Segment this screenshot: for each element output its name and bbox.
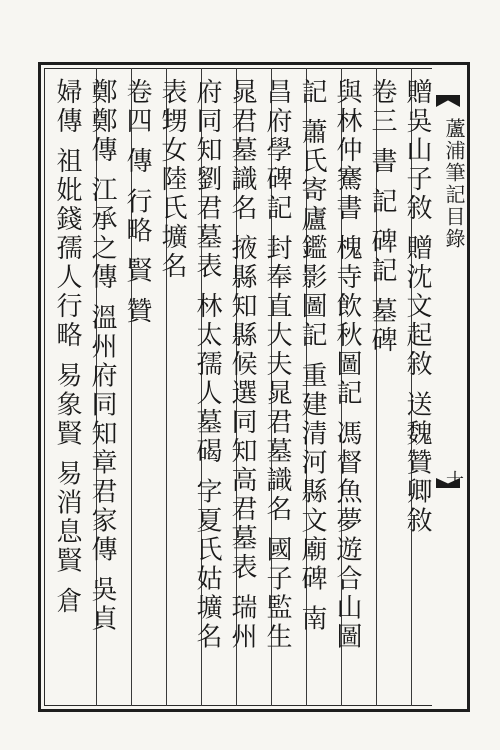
margin-book-title: 蘆浦筆記目錄 bbox=[442, 118, 466, 250]
margin-page-number: 十 bbox=[443, 470, 464, 488]
text-column-2: 卷三 書 記 碑記 墓碑 bbox=[367, 78, 397, 356]
text-column-5: 昌府學碑記 封奉直大夫晁君墓識名 國子監生 bbox=[262, 78, 292, 652]
text-column-9: 卷四 傳 行略 賢 贊 bbox=[122, 78, 152, 327]
text-column-1: 贈吳山子敘 贈沈文起敘 送魏贊卿敘 bbox=[402, 78, 432, 536]
text-column-8: 表甥女陸氏壙名 bbox=[157, 78, 187, 281]
text-column-11: 婦傳 祖妣錢孺人行略 易象賢 易消息賢 倉 bbox=[52, 78, 82, 617]
text-column-10: 鄭鄭傳 江承之傳 溫州府同知章君家傳 吳貞 bbox=[87, 78, 117, 634]
text-column-7: 府同知劉君墓表 林太孺人墓碣 字夏氏姑壙名 bbox=[192, 78, 222, 652]
text-column-4: 記 蕭氏寄廬鑑影圖記 重建清河縣文廟碑 南 bbox=[297, 78, 327, 634]
text-column-6: 晁君墓識名 掖縣知縣候選同知高君墓表 瑞州 bbox=[227, 78, 257, 652]
text-column-3: 與林仲騫書 槐寺飲秋圖記 馮督魚夢遊合山圖 bbox=[332, 78, 362, 652]
